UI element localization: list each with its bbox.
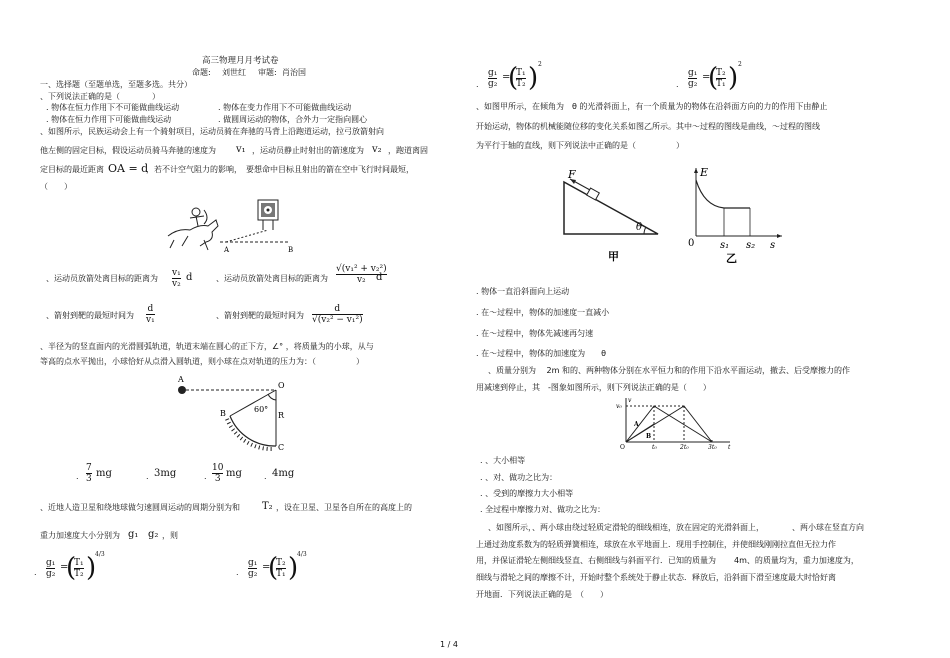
- q7-line3b: 4m、的质量均为，重力加速度为，: [734, 556, 859, 565]
- paren-close: ): [86, 553, 97, 583]
- q2-fraction-c: [146, 304, 155, 325]
- circular-track-figure: [170, 372, 300, 452]
- point-a-label: A: [224, 246, 230, 254]
- q1-stem: 、下列说法正确的是（ ）: [40, 92, 160, 101]
- q3-option-a-tail: mg: [96, 468, 112, 479]
- q3-option-c-prefix: .: [204, 472, 207, 481]
- q4-option-b-lhs: g₁ g₂: [248, 558, 258, 579]
- q4-option-d-dot: .: [676, 80, 679, 89]
- q4-g2: g₂: [148, 529, 159, 540]
- s2-label: s₂: [746, 240, 756, 251]
- origin-label: 0: [688, 238, 695, 249]
- paren-close: ): [528, 63, 539, 93]
- q1-option-d: . 做圆周运动的物体，合外力一定指向圆心: [218, 115, 368, 124]
- q3-line2: 等高的点水平抛出，小球恰好从点滑入圆轨道，则小球在点对轨道的压力为：（ ）: [40, 357, 364, 366]
- q4-line2: 重力加速度大小分别为: [40, 531, 120, 540]
- equals: =: [60, 562, 69, 573]
- t0-label: t₀: [652, 444, 657, 451]
- paren-open: (: [708, 63, 719, 93]
- q7-line5: 开地面．下列说法正确的是 （ ）: [476, 590, 608, 599]
- q2-fraction-b-tail: d: [376, 272, 383, 283]
- q5-line1: 、如图甲所示，在倾角为 θ 的光滑斜面上，有一个质量为的物体在沿斜面方向的力的作用下由静止: [476, 102, 828, 111]
- q7-line4: 细线与滑轮之间的摩擦不计，开始时整个系统处于静止状态．释放后，沿斜面下滑至速度最大时恰好离: [476, 573, 836, 582]
- q1-option-c: . 物体在恒力作用下可能做曲线运动: [46, 115, 172, 124]
- point-b-label: B: [288, 246, 294, 254]
- angle-label: 60°: [254, 405, 269, 414]
- q2-fraction-a: [172, 268, 181, 289]
- q3-option-d: 4mg: [272, 468, 295, 479]
- q4-option-a-lhs: g₁ g₂: [46, 558, 56, 579]
- q2-option-a: 、运动员放箭处离目标的距离为: [46, 274, 158, 283]
- q2-distance-oad: OA = d: [108, 162, 149, 175]
- label-c: C: [278, 443, 285, 452]
- denominator: √(v₂² − v₁²): [312, 315, 363, 325]
- authors-label: 命题:: [192, 68, 211, 77]
- q4-option-a-exponent: 4/3: [95, 551, 105, 558]
- equals: =: [702, 72, 711, 83]
- force-label: F: [568, 168, 576, 181]
- label-r: R: [278, 411, 285, 420]
- q2-line3: 定目标的最近距离: [40, 165, 104, 174]
- a-label: A: [634, 421, 639, 428]
- q2-option-b: 、运动员放箭处离目标的距离为: [216, 274, 328, 283]
- radius-ob: [230, 390, 276, 416]
- paren-open: (: [508, 63, 519, 93]
- q6-option-a: . 、大小相等: [480, 456, 526, 465]
- numerator: √(v₁² + v₂²): [336, 264, 387, 274]
- numerator: v₁: [172, 268, 181, 278]
- q2-line3b: ，若不计空气阻力的影响， 要想命中目标且射出的箭在空中飞行时间最短，: [146, 165, 414, 174]
- denominator: v₁: [146, 315, 155, 325]
- q4-option-a-dot: .: [34, 568, 37, 577]
- label-b: B: [220, 409, 226, 418]
- q6-option-c: . 、受到的摩擦力大小相等: [480, 489, 574, 498]
- q5-option-c: . 在～过程中，物体先减速再匀速: [476, 329, 594, 338]
- q6-option-b: . 、对、做功之比为：: [480, 473, 558, 482]
- label-a: A: [178, 375, 184, 384]
- q4-line1b: ，设在卫星、卫星各自所在的高度上的: [276, 503, 412, 512]
- q2-v1: v₁: [236, 144, 246, 155]
- figure-jia-label: 甲: [608, 250, 619, 263]
- s-label: s: [770, 240, 776, 251]
- reviewer-name: 肖治国: [282, 68, 306, 77]
- q3-option-a-prefix: .: [76, 472, 79, 481]
- t-label: t: [728, 444, 731, 451]
- incline-triangle: [564, 182, 658, 234]
- q7-line1: 、如图所示，、两小球由绕过轻质定滑轮的细线相连，放在固定的光滑斜面上， 、两小球在竖直方向: [488, 523, 864, 532]
- equals: =: [262, 562, 271, 573]
- q4-option-b-dot: .: [236, 568, 239, 577]
- paren-open: (: [268, 553, 279, 583]
- q2-line2: 他左侧的固定目标，假设运动员骑马奔驰的速度为: [40, 146, 216, 155]
- author-name: 刘世红: [222, 68, 246, 77]
- q2-line1: 、如图所示，民族运动会上有一个骑射项目，运动员骑在奔驰的马背上沿跑道运动，拉弓放箭射向: [40, 127, 384, 136]
- q4-option-c-lhs: g₁ g₂: [488, 68, 498, 89]
- arc-track: [230, 416, 276, 446]
- q6-line1: 、质量分别为 2m 和的、两种物体分别在水平恒力和的作用下沿水平面运动，撤去、后受摩擦力的作: [488, 366, 850, 375]
- v-label: v: [628, 397, 632, 404]
- q2-line2c: ，跑道离固: [388, 146, 428, 155]
- sight-line: [226, 230, 268, 242]
- energy-curve: [696, 180, 750, 208]
- page-number: 1 / 4: [440, 640, 458, 649]
- incline-figure: [560, 166, 670, 266]
- denominator: v₂: [172, 279, 181, 289]
- horse-rider-drawing: [168, 208, 218, 250]
- q3-option-d-prefix: .: [264, 472, 267, 481]
- b-label: B: [646, 433, 652, 440]
- t2-label: 2t₀: [680, 444, 689, 451]
- paren-close: ): [288, 553, 299, 583]
- q5-option-d: . 在～过程中，物体的加速度为 θ: [476, 349, 606, 358]
- target-board: [258, 200, 278, 230]
- denominator: v₂: [356, 275, 366, 285]
- q1-option-b: . 物体在变力作用下不可能做曲线运动: [218, 103, 352, 112]
- ball: [178, 386, 186, 394]
- q7-line3a: 用，并保证滑轮左侧细线竖直、右侧细线与斜面平行．已知的质量为: [476, 556, 716, 565]
- q2-option-c: 、箭射到靶的最短时间为: [46, 311, 134, 320]
- q2-fraction-d: [312, 304, 363, 325]
- page-title: 高三物理月月考试卷: [202, 56, 279, 66]
- q2-option-d: 、箭射到靶的最短时间为: [216, 311, 304, 320]
- q6-option-d: . 全过程中摩擦力对、做功之比为：: [480, 505, 606, 514]
- section-heading: 一、选择题（至题单选，至题多选。共分）: [40, 80, 192, 89]
- q2-line4: （ ）: [40, 182, 72, 191]
- q2-fraction-a-tail: d: [186, 272, 193, 283]
- figure-yi-label: 乙: [726, 252, 737, 265]
- q4-option-d-lhs: g₁ g₂: [688, 68, 698, 89]
- q5-line2: 开始运动，物体的机械能随位移的变化关系如图乙所示。其中～过程的图线是曲线，～过程的图线: [476, 122, 820, 131]
- q4-option-c-dot: .: [476, 80, 479, 89]
- q4-g1: g₁: [128, 529, 139, 540]
- label-o: O: [278, 381, 285, 390]
- q4-option-c-rhs: T₁ T₂: [516, 68, 526, 89]
- q4-option-d-exponent: 2: [738, 61, 742, 68]
- horse-archery-figure: [160, 196, 300, 258]
- q4-option-a-rhs: T₁ T₂: [74, 558, 84, 579]
- numerator: d: [334, 304, 341, 314]
- block: [587, 188, 600, 200]
- q3-option-c-fraction: 10 3: [212, 463, 224, 484]
- t3-label: 3t₀: [708, 444, 717, 451]
- q6-line2: 用减速到停止，其 -图象如图所示，则下列说法正确的是（ ）: [476, 383, 711, 392]
- theta-label: θ: [636, 222, 643, 233]
- q4-line2b: ，则: [162, 531, 178, 540]
- s1-label: s₁: [720, 240, 730, 251]
- q3-option-c-tail: mg: [226, 468, 242, 479]
- q4-option-c-exponent: 2: [538, 61, 542, 68]
- line-b: [626, 406, 712, 442]
- equals: =: [502, 72, 511, 83]
- q5-line3: 为平行于轴的直线，则下列说法中正确的是（ ）: [476, 141, 684, 150]
- q4-t2: T₂: [262, 501, 273, 512]
- e-label: E: [700, 166, 709, 179]
- q4-line1: 、近地人造卫星和绕地球做匀速圆周运动的周期分别为和: [40, 503, 240, 512]
- paren-close: ): [728, 63, 739, 93]
- q4-option-b-rhs: T₂ T₁: [276, 558, 286, 579]
- q3-option-b: 3mg: [154, 468, 177, 479]
- numerator: d: [147, 304, 154, 314]
- velocity-time-graph: [616, 396, 736, 452]
- q5-option-b: . 在～过程中，物体的加速度一直减小: [476, 308, 610, 317]
- q4-option-b-exponent: 4/3: [297, 551, 307, 558]
- q7-line2: 上通过劲度系数为的轻质弹簧相连，球放在水平地面上．现用手控制住，并使细线刚刚拉直但无拉力作: [476, 540, 836, 549]
- v0-label: v₀: [616, 403, 622, 410]
- q2-v2: v₂: [372, 144, 382, 155]
- q3-option-b-prefix: .: [146, 472, 149, 481]
- line-a: [626, 406, 712, 442]
- reviewer-label: 审题:: [258, 68, 277, 77]
- paren-open: (: [66, 553, 77, 583]
- q5-option-a: . 物体一直沿斜面向上运动: [476, 287, 570, 296]
- energy-graph: [686, 164, 796, 264]
- q2-line2b: ，运动员静止时射出的箭速度为: [252, 146, 364, 155]
- q3-line1: 、半径为的竖直面内的光滑圆弧轨道，轨道末端在圆心的正下方，∠° ，将质量为的小球，从与: [40, 342, 374, 351]
- q3-option-a-fraction: 7 3: [86, 463, 92, 484]
- origin-label: O: [620, 444, 625, 451]
- q1-option-a: . 物体在恒力作用下不可能做曲线运动: [46, 103, 180, 112]
- q4-option-d-rhs: T₂ T₁: [716, 68, 726, 89]
